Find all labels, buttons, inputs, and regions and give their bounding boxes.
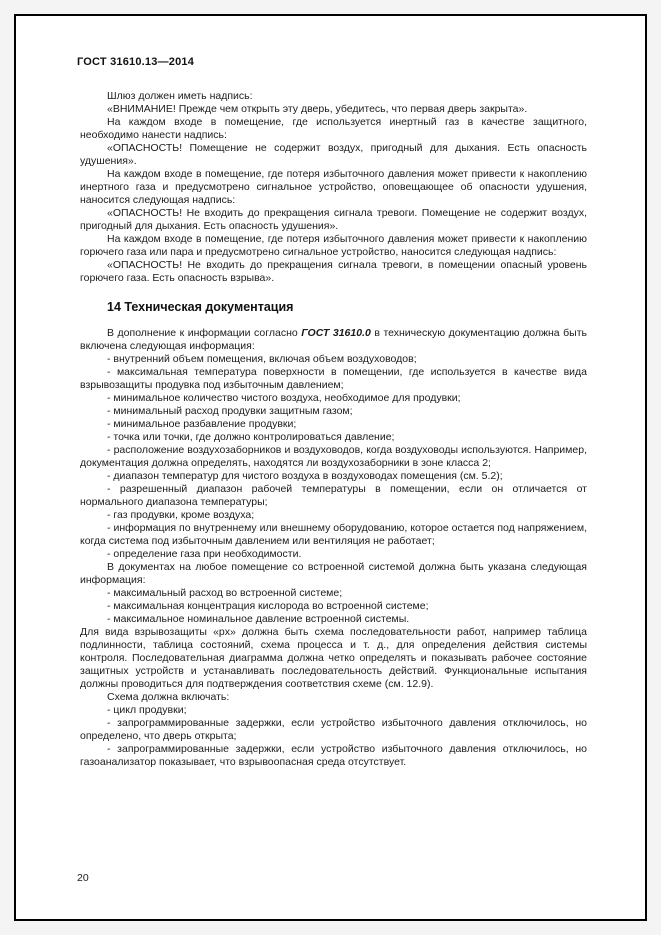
paragraph: Шлюз должен иметь надпись:	[107, 90, 253, 102]
list-item: - максимальное номинальное давление встроенной системы.	[107, 613, 410, 625]
paragraph: Для вида взрывозащиты «px» должна быть схема последовательности работ, например таблица подлинности, таблица состояний, схема процесса и т. д., для определения действия системы контроля. Последовательная диаграмма должна четко определять и показывать рабочее состояние защитных устройств и устанавливать последовательность действий. Функциональные испытания должны проводиться для подтверждения соответствия схеме (см. 12.9).	[80, 626, 587, 690]
gost-reference: ГОСТ 31610.0	[301, 327, 371, 339]
document-body	[80, 90, 587, 769]
warning-sign-text: «ОПАСНОСТЬ! Не входить до прекращения сигнала тревоги, в помещении опасный уровень горючего газа. Есть опасность взрыва».	[80, 259, 587, 284]
list-item: - разрешенный диапазон рабочей температуры в помещении, если он отличается от нормального диапазона температуры;	[80, 483, 587, 508]
paragraph: Схема должна включать:	[107, 691, 230, 703]
text: В дополнение к информации согласно	[107, 327, 302, 339]
paragraph: На каждом входе в помещение, где потеря избыточного давления может привести к накоплению инертного газа и предусмотрено сигнальное устройство, оповещающее об опасности удушения, наносится следующая надпись:	[80, 168, 587, 206]
running-header: ГОСТ 31610.13—2014	[77, 56, 195, 68]
list-item: - газ продувки, кроме воздуха;	[107, 509, 255, 521]
list-item: - цикл продувки;	[107, 704, 187, 716]
list-item: - максимальная концентрация кислорода во встроенной системе;	[107, 600, 429, 612]
paragraph: На каждом входе в помещение, где потеря избыточного давления может привести к накоплению горючего газа или пара и предусмотрено сигнальное устройство, наносится следующая надпись:	[80, 233, 587, 258]
list-item: - информация по внутреннему или внешнему оборудованию, которое остается под напряжением, когда система под избыточным давлением или вентиляция не работает;	[80, 522, 587, 547]
warning-sign-text: «ОПАСНОСТЬ! Не входить до прекращения сигнала тревоги. Помещение не содержит воздух, пригодный для дыхания. Есть опасность удушения».	[80, 207, 587, 232]
paragraph	[80, 327, 587, 353]
warning-sign-text: «ВНИМАНИЕ! Прежде чем открыть эту дверь, убедитесь, что первая дверь закрыта».	[107, 103, 528, 115]
warning-sign-text: «ОПАСНОСТЬ! Помещение не содержит воздух, пригодный для дыхания. Есть опасность удушения».	[80, 142, 587, 167]
list-item: - запрограммированные задержки, если устройство избыточного давления отключилось, но определено, что дверь открыта;	[80, 717, 587, 742]
list-item: - максимальная температура поверхности в помещении, где используется в качестве вида взрывозащиты продувка под избыточным давлением;	[80, 366, 587, 391]
list-item: - расположение воздухозаборников и воздуховодов, когда воздуховоды используются. Например, документация должна определять, находятся ли воздухозаборники в зоне класса 2;	[80, 444, 587, 469]
list-item: - минимальное разбавление продувки;	[107, 418, 297, 430]
page-number: 20	[77, 872, 89, 884]
list-item: - точка или точки, где должно контролироваться давление;	[107, 431, 395, 443]
section-heading: 14 Техническая документация	[107, 300, 294, 314]
list-item: - определение газа при необходимости.	[107, 548, 302, 560]
list-item: - диапазон температур для чистого воздуха в воздуховодах помещения (см. 5.2);	[107, 470, 503, 482]
list-item: - минимальное количество чистого воздуха, необходимое для продувки;	[107, 392, 461, 404]
paragraph: В документах на любое помещение со встроенной системой должна быть указана следующая информация:	[80, 561, 587, 586]
text: в техническую документацию должна быть включена следующая информация:	[80, 327, 587, 352]
list-item: - внутренний объем помещения, включая объем воздуховодов;	[107, 353, 417, 365]
list-item: - запрограммированные задержки, если устройство избыточного давления отключилось, но газоанализатор показывает, что взрывоопасная среда отсутствует.	[80, 743, 587, 768]
document-page	[14, 14, 647, 921]
list-item: - максимальный расход во встроенной системе;	[107, 587, 343, 599]
list-item: - минимальный расход продувки защитным газом;	[107, 405, 353, 417]
paragraph: На каждом входе в помещение, где используется инертный газ в качестве защитного, необходимо нанести надпись:	[80, 116, 587, 141]
